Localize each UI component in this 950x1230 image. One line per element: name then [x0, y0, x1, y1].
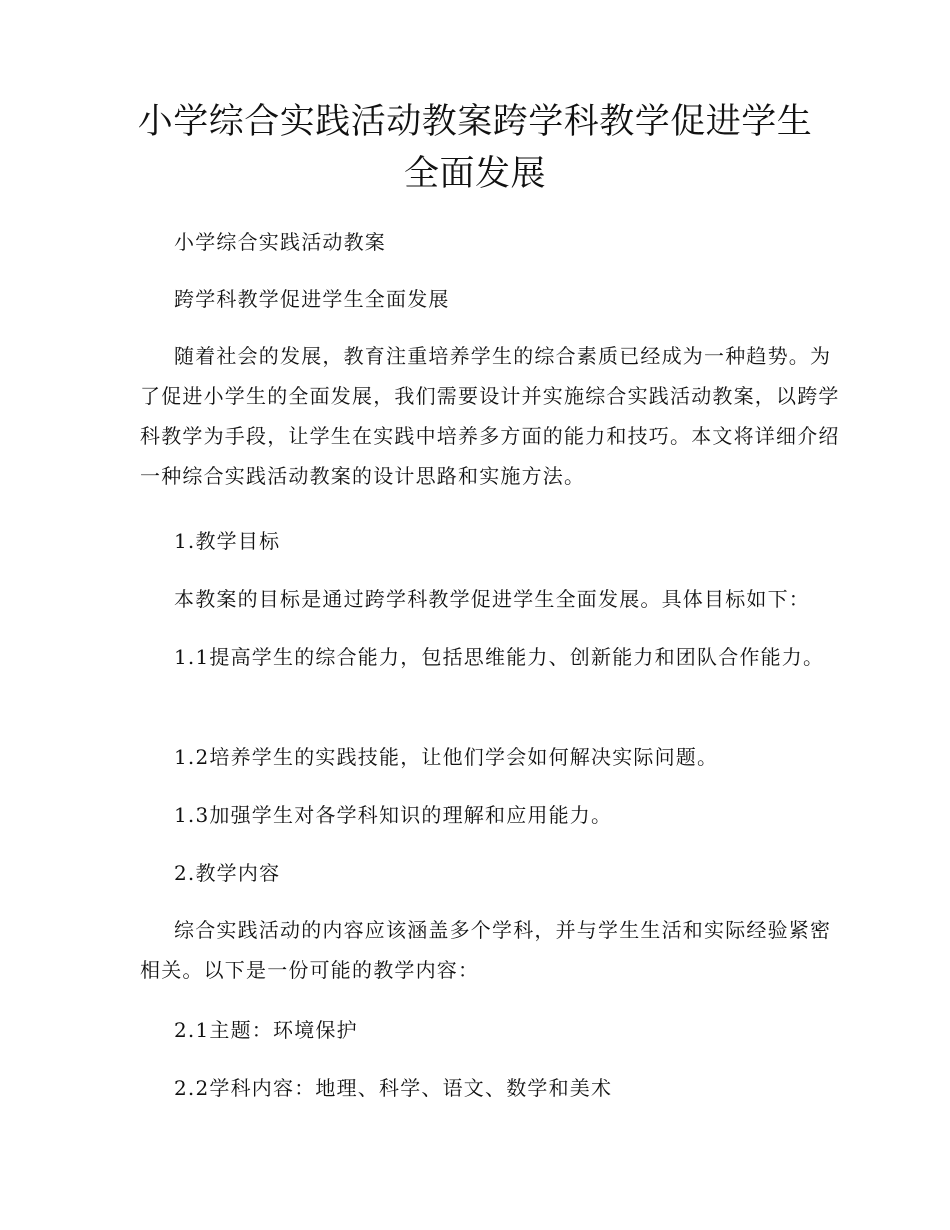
paragraph-goal-1-2: 1.2培养学生的实践技能，让他们学会如何解决实际问题。	[174, 745, 719, 769]
title-line-2: 全面发展	[403, 154, 546, 194]
paragraph-goals-intro: 本教案的目标是通过跨学科教学促进学生全面发展。具体目标如下：	[174, 587, 810, 611]
paragraph-subtitle-1: 小学综合实践活动教案	[174, 230, 386, 254]
paragraph-content-2-1: 2.1主题：环境保护	[174, 1018, 358, 1042]
heading-teaching-content: 2.教学内容	[174, 861, 281, 885]
paragraph-content-2-2: 2.2学科内容：地理、科学、语文、数学和美术	[174, 1076, 613, 1100]
paragraph-goal-1-1: 1.1提高学生的综合能力，包括思维能力、创新能力和团队合作能力。	[174, 645, 825, 669]
document-title	[100, 96, 850, 200]
paragraph-content-intro: 综合实践活动的内容应该涵盖多个学科，并与学生生活和实际经验紧密相关。以下是一份可能的教学内容：	[140, 918, 832, 982]
paragraph-intro: 随着社会的发展，教育注重培养学生的综合素质已经成为一种趋势。为了促进小学生的全面发展，我们需要设计并实施综合实践活动教案，以跨学科教学为手段，让学生在实践中培养多方面的能力和技巧。本文将详细介绍一种综合实践活动教案的设计思路和实施方法。	[140, 344, 840, 488]
heading-teaching-goals: 1.教学目标	[174, 529, 281, 553]
paragraph-subtitle-2: 跨学科教学促进学生全面发展	[174, 287, 450, 311]
paragraph-goal-1-3: 1.3加强学生对各学科知识的理解和应用能力。	[174, 803, 613, 827]
title-line-1: 小学综合实践活动教案跨学科教学促进学生	[137, 102, 813, 142]
